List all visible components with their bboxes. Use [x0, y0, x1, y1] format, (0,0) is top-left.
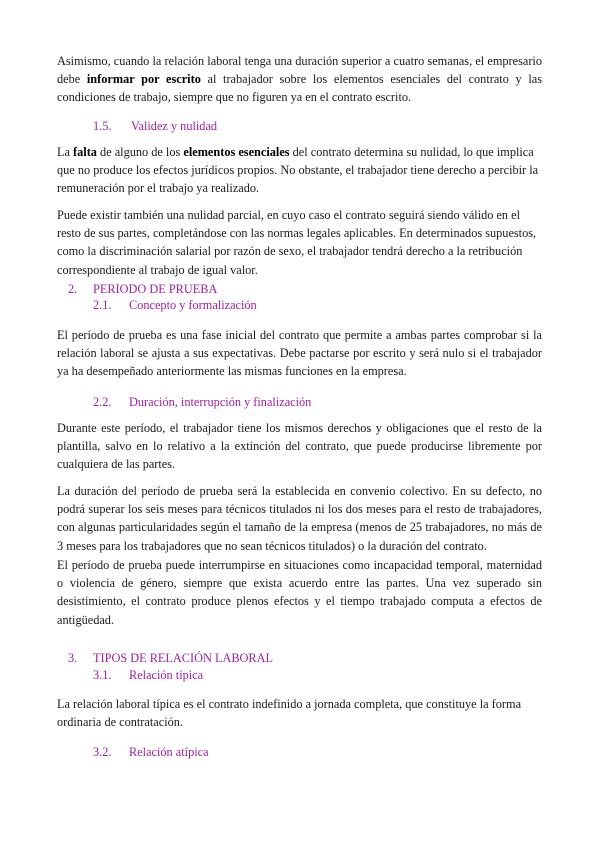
heading-title: Relación atípica — [129, 745, 209, 759]
paragraph-interrupcion: El período de prueba puede interrumpirse en situaciones como incapacidad temporal, maternidad o violencia de género, siempre que exista acuerdo entre las partes. Una vez superado sin desistimiento, el contrato produce plenos efectos y el tiempo trabajado computa a efectos de antigüedad. — [57, 558, 542, 627]
heading-3 — [68, 650, 273, 666]
heading-number: 1.5. — [93, 119, 112, 133]
text-run: Asimismo, cuando la relación laboral tenga una duración superior a cuatro semanas, el empresario debe — [57, 54, 542, 87]
text-run: del contrato determina su nulidad, lo que implica que no produce los efectos jurídicos propios. No obstante, el trabajador tiene derecho a percibir la remuneración por el trabajo ya realizado. — [57, 145, 539, 196]
heading-2-1 — [93, 297, 257, 313]
heading-2 — [68, 281, 217, 297]
heading-number: 3.2. — [93, 745, 112, 759]
heading-title: Duración, interrupción y finalización — [129, 395, 312, 409]
text-run: al trabajador sobre los elementos esenciales del contrato y las condiciones de trabajo, siempre que no figuren ya en el contrato escrito. — [57, 72, 542, 105]
text-run: La — [57, 145, 74, 159]
bold-text: elementos esenciales — [183, 145, 290, 159]
heading-title: Relación típica — [129, 668, 204, 682]
bold-text: falta — [73, 145, 97, 159]
text-run: de alguno de los — [96, 145, 184, 159]
heading-number: 2.2. — [93, 395, 112, 409]
paragraph-falta-elementos — [57, 143, 542, 198]
paragraph-relacion-tipica: La relación laboral típica es el contrato indefinido a jornada completa, que constituye la forma ordinaria de contratación. — [57, 697, 522, 730]
heading-title: PERIODO DE PRUEBA — [93, 282, 218, 296]
heading-number: 2.1. — [93, 298, 112, 312]
heading-number: 3.1. — [93, 668, 112, 682]
paragraph-nulidad-parcial: Puede existir también una nulidad parcial, en cuyo caso el contrato seguirá siendo válido en el resto de sus partes, completándose con las normas legales aplicables. En determinados supuestos, como la discriminación salarial por razón de sexo, el trabajador tendrá derecho a la retribución correspondiente al trabajo de igual valor. — [57, 208, 537, 277]
heading-title: TIPOS DE RELACIÓN LABORAL — [93, 651, 274, 665]
heading-number: 3. — [68, 651, 78, 665]
paragraph-periodo-prueba: El período de prueba es una fase inicial del contrato que permite a ambas partes comprobar si la relación laboral se ajusta a sus expectativas. Debe pactarse por escrito y será nulo si el trabajador ya ha desempeñado anteriormente las mismas funciones en la empresa. — [57, 328, 542, 379]
heading-number: 2. — [68, 282, 78, 296]
heading-3-1 — [93, 667, 203, 683]
heading-2-2 — [93, 394, 311, 410]
bold-text: informar por escrito — [86, 72, 201, 87]
paragraph-duracion: La duración del período de prueba será la establecida en convenio colectivo. En su defecto, no podrá superar los seis meses para técnicos titulados ni los dos meses para el resto de trabajadores, con algunas particularidades según el tamaño de la empresa (menos de 25 trabajadores, no más de 3 meses para los trabajadores que no sean técnicos titulados) o la duración del contrato. — [57, 484, 542, 553]
heading-3-2 — [93, 744, 209, 760]
heading-title: Validez y nulidad — [131, 119, 218, 133]
heading-1-5 — [93, 118, 217, 134]
paragraph-derechos-obligaciones: Durante este período, el trabajador tiene los mismos derechos y obligaciones que el resto de la plantilla, salvo en lo relativo a la extinción del contrato, que puede producirse libremente por cualquiera de las partes. — [57, 421, 542, 472]
heading-title: Concepto y formalización — [129, 298, 257, 312]
paragraph-informar-por-escrito — [57, 52, 542, 107]
